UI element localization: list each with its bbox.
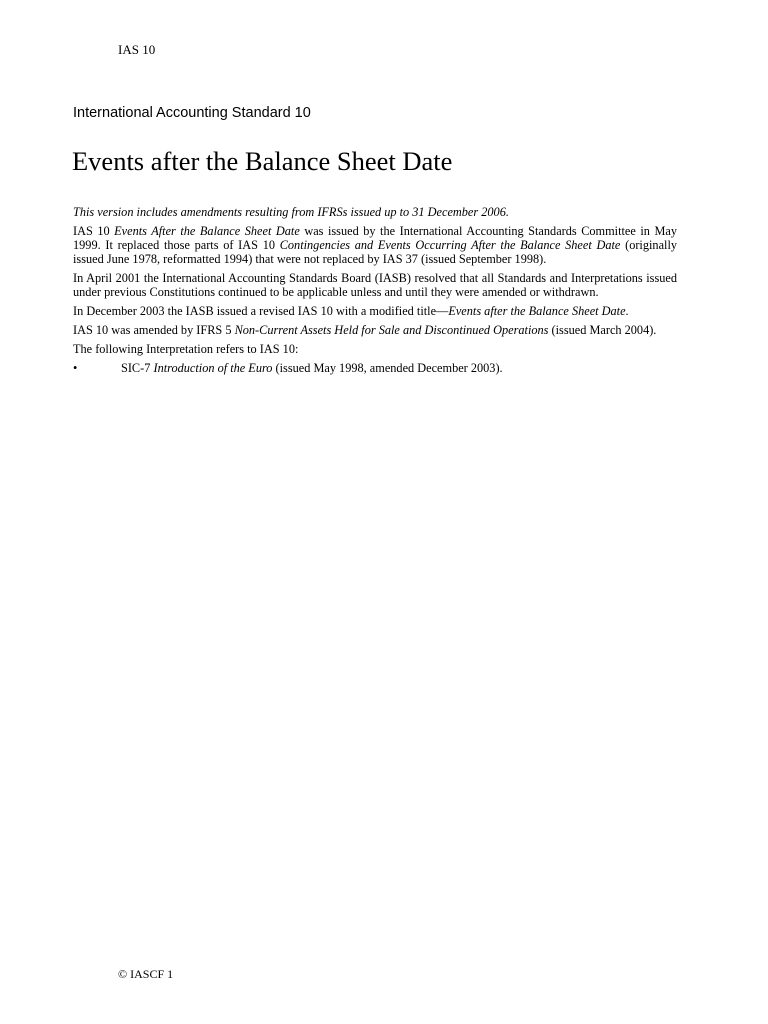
paragraph-text: . bbox=[625, 304, 629, 318]
paragraph-text: IAS 10 was amended by IFRS 5 bbox=[73, 323, 235, 337]
paragraph-revision bbox=[73, 304, 677, 318]
version-note-text: This version includes amendments resulting from IFRSs issued up to 31 December 2006. bbox=[73, 205, 509, 219]
interpretation-code: SIC-7 bbox=[121, 361, 154, 375]
paragraph-text: In December 2003 the IASB issued a revised IAS 10 with a modified title— bbox=[73, 304, 449, 318]
standard-title-reference: Events After the Balance Sheet Date bbox=[114, 224, 300, 238]
list-item bbox=[73, 361, 677, 375]
interpretation-entry bbox=[121, 361, 503, 375]
standard-title-reference: Events after the Balance Sheet Date bbox=[448, 304, 626, 318]
paragraph-text: (originally issued June 1978, reformatted 1994) that were not replaced by IAS 37 (issued September 1998). bbox=[73, 238, 678, 266]
paragraph-text: was issued by the International Accounting Standards Committee in May 1999. It replaced those parts of IAS 10 bbox=[73, 224, 678, 252]
running-head: IAS 10 bbox=[118, 42, 156, 57]
page-title: Events after the Balance Sheet Date bbox=[72, 146, 453, 176]
paragraph-interpretations-intro: The following Interpretation refers to IAS 10: bbox=[73, 342, 299, 356]
standard-label: International Accounting Standard 10 bbox=[73, 105, 311, 121]
interpretation-note: (issued May 1998, amended December 2003). bbox=[272, 361, 503, 375]
paragraph-iasb-resolution: In April 2001 the International Accounting Standards Board (IASB) resolved that all Standards and Interpretations issued under previous Constitutions continued to be applicable unless and until they were amended or withdrawn. bbox=[73, 271, 677, 299]
paragraph-text: (issued March 2004). bbox=[548, 323, 657, 337]
bullet-icon: • bbox=[73, 361, 78, 375]
standard-title-reference: Non-Current Assets Held for Sale and Discontinued Operations bbox=[234, 323, 549, 337]
document-body bbox=[73, 205, 677, 375]
standard-title-reference: Contingencies and Events Occurring After the Balance Sheet Date bbox=[279, 238, 621, 252]
paragraph-text: IAS 10 bbox=[73, 224, 115, 238]
paragraph-amendment bbox=[73, 323, 677, 337]
interpretation-title: Introduction of the Euro bbox=[153, 361, 273, 375]
paragraph-history bbox=[73, 224, 677, 266]
version-note bbox=[73, 205, 677, 219]
page-footer: © IASCF 1 bbox=[118, 967, 174, 981]
